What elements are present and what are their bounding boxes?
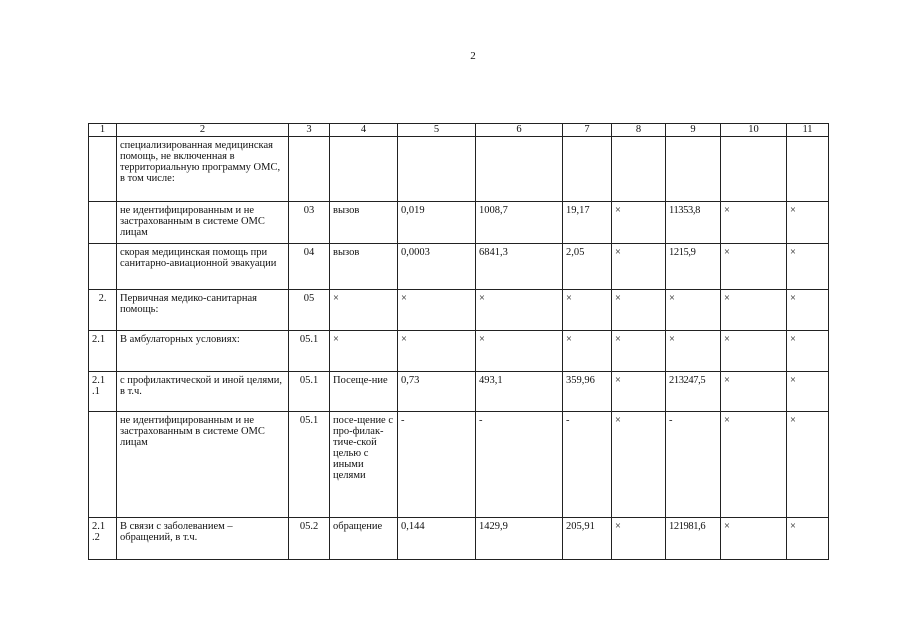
table-cell: не идентифицированным и не застрахованным в системе ОМС лицам <box>117 202 289 244</box>
data-table <box>88 123 829 560</box>
table-cell: 04 <box>289 244 330 290</box>
table-cell: × <box>721 372 787 412</box>
table-cell: В связи с заболеванием – обращений, в т.ч. <box>117 518 289 560</box>
table-cell: специализированная медицинская помощь, не включенная в территориальную программу ОМС, в том числе: <box>117 137 289 202</box>
table-cell <box>721 137 787 202</box>
table-cell: - <box>398 412 476 518</box>
table-cell: 05.1 <box>289 412 330 518</box>
table-cell: посе-щение с про-филак-тиче-ской целью с иными целями <box>330 412 398 518</box>
table-cell: 05.2 <box>289 518 330 560</box>
table-cell: × <box>721 518 787 560</box>
table-row <box>89 244 829 290</box>
table-cell: Первичная медико-санитарная помощь: <box>117 290 289 331</box>
table-cell: × <box>398 290 476 331</box>
table-cell: 121981,6 <box>666 518 721 560</box>
table-cell: 0,019 <box>398 202 476 244</box>
table-cell: 1008,7 <box>476 202 563 244</box>
col-header: 5 <box>398 124 476 137</box>
table-cell: × <box>612 372 666 412</box>
table-cell: обращение <box>330 518 398 560</box>
table-cell: 11353,8 <box>666 202 721 244</box>
table-cell: 05 <box>289 290 330 331</box>
table-cell: × <box>563 290 612 331</box>
table-cell <box>289 137 330 202</box>
table-cell: с профилактической и иной целями, в т.ч. <box>117 372 289 412</box>
table-cell: × <box>666 331 721 372</box>
table-cell <box>89 412 117 518</box>
table-cell: × <box>721 244 787 290</box>
table-cell: × <box>721 290 787 331</box>
table-cell: × <box>330 290 398 331</box>
table-cell: × <box>787 290 829 331</box>
table-cell: × <box>787 412 829 518</box>
table-cell: - <box>666 412 721 518</box>
table-cell <box>89 202 117 244</box>
table-cell: 2. <box>89 290 117 331</box>
table-cell: × <box>563 331 612 372</box>
table-cell: 1429,9 <box>476 518 563 560</box>
table-cell: 2,05 <box>563 244 612 290</box>
table-cell: × <box>398 331 476 372</box>
table-cell <box>666 137 721 202</box>
table-cell: × <box>721 331 787 372</box>
table-row <box>89 412 829 518</box>
table-cell: × <box>612 244 666 290</box>
col-header: 7 <box>563 124 612 137</box>
table-cell: × <box>787 244 829 290</box>
table-cell: 03 <box>289 202 330 244</box>
table-cell <box>398 137 476 202</box>
table-cell: 6841,3 <box>476 244 563 290</box>
table-cell: 2.1 <box>89 331 117 372</box>
page-number: 2 <box>470 50 476 62</box>
table-cell: × <box>787 518 829 560</box>
col-header: 4 <box>330 124 398 137</box>
table-cell: - <box>476 412 563 518</box>
table-cell: 05.1 <box>289 331 330 372</box>
table-cell: - <box>563 412 612 518</box>
table-cell: × <box>787 331 829 372</box>
table-cell <box>89 137 117 202</box>
col-header: 3 <box>289 124 330 137</box>
table-cell: × <box>476 331 563 372</box>
table-cell: вызов <box>330 244 398 290</box>
col-header: 8 <box>612 124 666 137</box>
table-cell: не идентифицированным и не застрахованным в системе ОМС лицам <box>117 412 289 518</box>
table-cell: 205,91 <box>563 518 612 560</box>
table-row <box>89 518 829 560</box>
table-cell <box>612 137 666 202</box>
table-cell: 2.1 .1 <box>89 372 117 412</box>
table-cell: × <box>612 202 666 244</box>
table-cell: × <box>612 518 666 560</box>
table-cell: × <box>330 331 398 372</box>
table-cell: × <box>612 290 666 331</box>
table-cell: 0,73 <box>398 372 476 412</box>
header-row <box>89 124 829 137</box>
table-cell: × <box>612 412 666 518</box>
table-cell: 19,17 <box>563 202 612 244</box>
table-cell <box>787 137 829 202</box>
table-cell: 359,96 <box>563 372 612 412</box>
col-header: 10 <box>721 124 787 137</box>
table-cell <box>330 137 398 202</box>
table-cell <box>89 244 117 290</box>
col-header: 1 <box>89 124 117 137</box>
table-cell: 493,1 <box>476 372 563 412</box>
table-cell: 1215,9 <box>666 244 721 290</box>
table-row <box>89 202 829 244</box>
table-row <box>89 290 829 331</box>
table-cell: × <box>666 290 721 331</box>
table-cell: 05.1 <box>289 372 330 412</box>
table-cell: × <box>787 202 829 244</box>
col-header: 9 <box>666 124 721 137</box>
table-row <box>89 372 829 412</box>
table-cell: 0,144 <box>398 518 476 560</box>
table-cell: × <box>476 290 563 331</box>
table-cell: × <box>612 331 666 372</box>
table-cell: вызов <box>330 202 398 244</box>
table-cell: В амбулаторных условиях: <box>117 331 289 372</box>
table-cell: × <box>721 412 787 518</box>
col-header: 2 <box>117 124 289 137</box>
table-cell: скорая медицинская помощь при санитарно-авиационной эвакуации <box>117 244 289 290</box>
col-header: 6 <box>476 124 563 137</box>
table-cell: 2.1 .2 <box>89 518 117 560</box>
table-cell: Посеще-ние <box>330 372 398 412</box>
table-cell <box>563 137 612 202</box>
table-cell <box>476 137 563 202</box>
table-row <box>89 137 829 202</box>
table-cell: × <box>721 202 787 244</box>
col-header: 11 <box>787 124 829 137</box>
table-cell: 0,0003 <box>398 244 476 290</box>
table-row <box>89 331 829 372</box>
table-cell: 213247,5 <box>666 372 721 412</box>
table-cell: × <box>787 372 829 412</box>
